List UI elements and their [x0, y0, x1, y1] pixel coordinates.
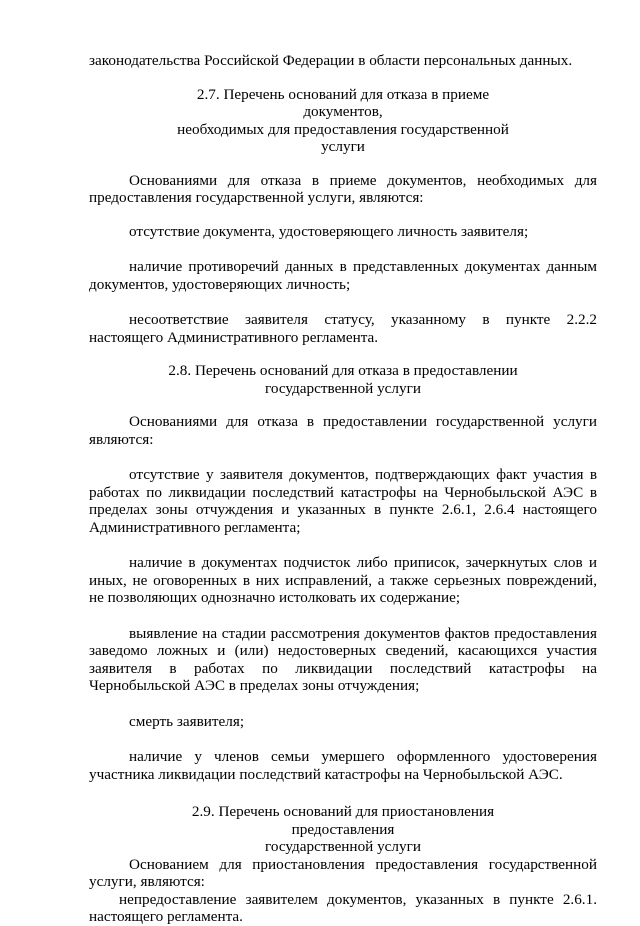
section-2-8-heading-line1: 2.8. Перечень оснований для отказа в предоставлении: [168, 362, 518, 379]
section-2-9-heading-line2: государственной услуги: [265, 838, 421, 855]
section-2-9-heading: [89, 803, 597, 856]
section-2-9-intro: Основанием для приостановления предоставления государственной услуги, являются:: [89, 855, 597, 890]
document-page: [89, 52, 597, 926]
section-2-7-item-3: несоответствие заявителя статусу, указанному в пункте 2.2.2 настоящего Административного регламента.: [89, 311, 597, 346]
section-2-7-heading-line2: необходимых для предоставления государственной услуги: [177, 120, 509, 155]
section-2-8-heading-line2: государственной услуги: [265, 379, 421, 397]
section-2-8-item-2: наличие в документах подчисток либо приписок, зачеркнутых слов и иных, не оговоренных в них исправлений, а также серьезных повреждений, не позволяющих однозначно истолковать их содержание;: [89, 554, 597, 606]
section-2-7-intro: Основаниями для отказа в приеме документов, необходимых для предоставления государственной услуги, являются:: [89, 171, 597, 206]
section-2-8-item-3: выявление на стадии рассмотрения документов фактов предоставления заведомо ложных и (или) недостоверных сведений, касающихся участия заявителя в работах по ликвидации последствий катастрофы на Чернобыльской АЭС в пределах зоны отчуждения;: [89, 624, 597, 694]
section-2-7-item-1: отсутствие документа, удостоверяющего личность заявителя;: [129, 222, 529, 240]
section-2-8-heading: [89, 362, 597, 397]
section-2-7-heading: [89, 86, 597, 156]
section-2-8-intro: Основаниями для отказа в предоставлении государственной услуги являются:: [89, 413, 597, 448]
section-2-9-heading-line1: 2.9. Перечень оснований для приостановления предоставления: [191, 803, 495, 838]
section-2-8-item-4: смерть заявителя;: [129, 712, 245, 730]
section-2-7-item-2: наличие противоречий данных в представленных документах данным документов, удостоверяющих личность;: [89, 258, 597, 293]
section-2-8-item-5: наличие у членов семьи умершего оформленного удостоверения участника ликвидации последствий катастрофы на Чернобыльской АЭС.: [89, 748, 597, 783]
section-2-8-item-1: отсутствие у заявителя документов, подтверждающих факт участия в работах по ликвидации последствий катастрофы на Чернобыльской АЭС в пределах зоны отчуждения и указанных в пункте 2.6.1, 2.6.4 настоящего Административного регламента;: [89, 466, 597, 536]
continuation-line: законодательства Российской Федерации в области персональных данных.: [89, 52, 573, 69]
section-2-9-item-1: непредоставление заявителем документов, указанных в пункте 2.6.1. настоящего регламента.: [89, 890, 597, 925]
section-2-7-heading-line1: 2.7. Перечень оснований для отказа в приеме документов,: [196, 85, 490, 120]
